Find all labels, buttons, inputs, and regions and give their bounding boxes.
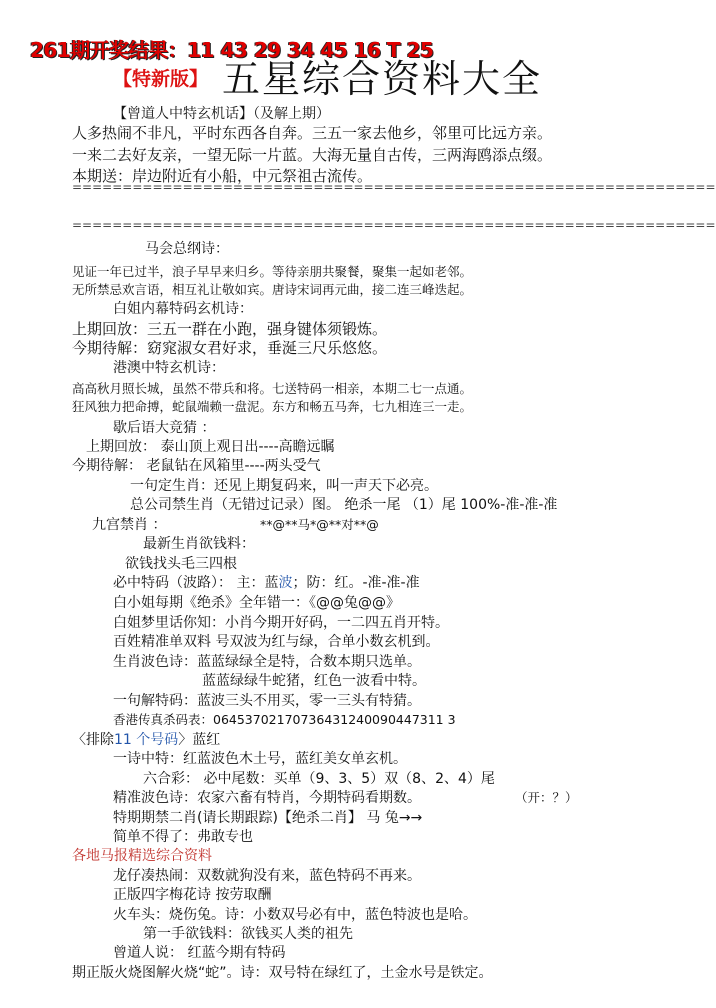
- banned-two-zodiac: 特期期禁二肖(请长期跟踪)【绝杀二肖】 马 兔→→: [113, 810, 423, 826]
- wave-code-prefix: 必中特码（波路）： 主：蓝: [113, 575, 279, 591]
- precise-wave-poem: 精准波色诗：农家六畜有特肖，今期特码看期数。: [113, 790, 421, 806]
- exclude-prefix: 〈排除: [72, 732, 114, 748]
- separator-1: ================================================================: [72, 180, 716, 194]
- locomotive-line: 火车头：烧伤兔。诗：小数双号必有中，蓝色特波也是哈。: [113, 907, 477, 923]
- draw-result-line: 261期开奖结果：11 43 29 34 45 16 T 25: [30, 38, 434, 62]
- jiugong-value: **@**马*@**对**@: [260, 517, 379, 532]
- poem-line-2: 一来二去好友亲，一望无际一片蓝。大海无量自古传，三两海鸥添点缀。: [72, 146, 553, 164]
- zodiac-money-heading: 最新生肖欲钱料：: [143, 536, 255, 552]
- odd-even-line: 百姓精准单双料 号双波为红与绿，合单小数玄机到。: [113, 634, 440, 650]
- mahui-line-1: 见证一年已过半，浪子早早来归乡。等待亲朋共聚餐，聚集一起如老邻。: [72, 264, 473, 279]
- wave-code-suffix: ；防：红。-准-准-准: [292, 575, 420, 591]
- baijie-current-line: 今期待解：窈窕淑女君好求，垂涎三尺乐悠悠。: [72, 339, 388, 357]
- poem-line-1: 人多热闹不非凡，平时东西各自奔。三五一家去他乡，邻里可比远方亲。: [72, 124, 553, 142]
- one-poem-line: 一诗中特：红蓝波色木土号，蓝红美女单玄机。: [113, 751, 407, 767]
- gangao-line-2: 狂风独力把命搏，蛇鼠端赖一盘泥。东方和畅五马奔，七九相连三一走。: [72, 399, 473, 414]
- jiugong-label: 九宫禁肖 ：: [92, 517, 167, 533]
- exclude-line: [72, 729, 220, 749]
- open-marker: （开：？）: [515, 790, 578, 805]
- zodiac-money-line: 欲钱找头毛三四根: [125, 556, 237, 572]
- zengdaoren-heading: 【曾道人中特玄机话】（及解上期）: [113, 106, 330, 122]
- exclude-count: 11 个号码: [114, 732, 179, 748]
- mahui-line-2: 无所禁忌欢言语，相互礼让敬如宾。唐诗宋词再元曲，接二连三峰迭起。: [72, 282, 473, 297]
- wave-code-line: [113, 572, 420, 592]
- xiehouyu-current: 今期待解： 老鼠钻在风箱里----两头受气: [72, 458, 321, 474]
- wave-color-poem-1: 生肖波色诗：蓝蓝绿绿全是特，合数本期只选单。: [113, 654, 421, 670]
- xiehouyu-heading: 歇后语大竞猜 ：: [113, 420, 216, 436]
- page-title: 五星综合资料大全: [222, 57, 543, 101]
- simple-line: 简单不得了：弗敢专也: [113, 829, 253, 845]
- wave-code-blue: 波: [278, 575, 293, 591]
- first-hand-line: 第一手欲钱料：欲钱买人类的祖先: [143, 926, 353, 942]
- fire-map-line: 期正版火烧图解火烧“蛇”。诗：双号特在绿红了，土金水号是铁定。: [72, 965, 493, 981]
- mahui-heading: 马会总纲诗：: [145, 241, 229, 257]
- company-banned-zodiac: 总公司禁生肖（无错过记录）图。 绝杀一尾 （1）尾 100%-准-准-准: [130, 497, 558, 513]
- gangao-heading: 港澳中特玄机诗：: [113, 360, 225, 376]
- exclude-suffix: 〉蓝红: [178, 732, 221, 748]
- regional-section-heading: 各地马报精选综合资料: [72, 848, 212, 864]
- separator-2: ================================================================: [72, 218, 716, 232]
- baijie-heading: 白姐内幕特码玄机诗：: [113, 301, 253, 317]
- hk-fax-kill-table: 香港传真杀码表：06453702170736431240090447311 3: [113, 712, 456, 727]
- zengdaoren-says: 曾道人说： 红蓝今期有特码: [113, 945, 286, 961]
- xiehouyu-last: 上期回放： 泰山顶上观日出----高瞻远瞩: [86, 439, 335, 455]
- tail-number-line: 六合彩： 必中尾数：买单（9、3、5）双（8、2、4）尾: [143, 771, 495, 787]
- poem-line-3: 本期送：岸边附近有小船，中元祭祖古流传。: [72, 167, 373, 185]
- gangao-line-1: 高高秋月照长城，虽然不带兵和将。七送特码一相亲，本期二七一点通。: [72, 381, 473, 396]
- wave-color-poem-2: 蓝蓝绿绿牛蛇猪，红色一波看中特。: [202, 673, 426, 689]
- dream-talk-line: 白姐梦里话你知：小肖今期开好码，一二四五肖开特。: [113, 615, 449, 631]
- edition-tag: 【特新版】: [113, 68, 209, 90]
- plum-poem-line: 正版四字梅花诗 按劳取酬: [113, 887, 272, 903]
- one-phrase-code: 一句解特码：蓝波三头不用买，零一三头有特猜。: [113, 693, 421, 709]
- longzai-line: 龙仔凑热闹：双数就狗没有来，蓝色特码不再来。: [113, 868, 421, 884]
- baijie-last-line: 上期回放：三五一群在小跑，强身键体须锻炼。: [72, 320, 388, 338]
- white-miss-kill-line: 白小姐每期《绝杀》全年错一：《@@兔@@》: [113, 595, 400, 611]
- one-phrase-zodiac: 一句定生肖：还见上期复码来，叫一声天下必亮。: [130, 478, 438, 494]
